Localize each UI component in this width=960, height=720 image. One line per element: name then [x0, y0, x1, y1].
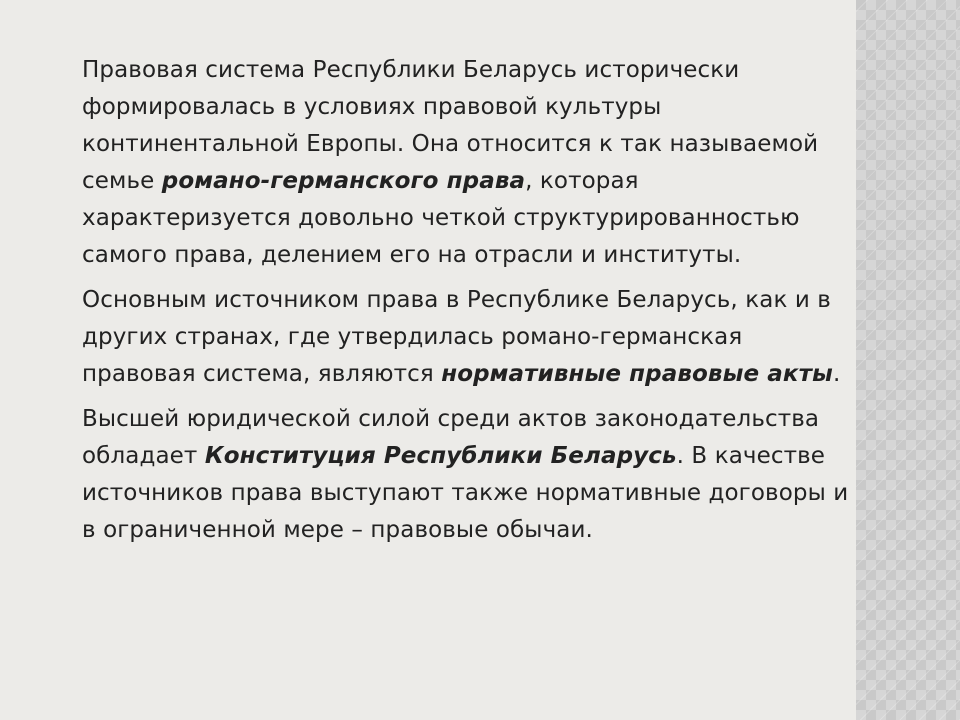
paragraph-3 [82, 401, 852, 549]
paragraph-3-emphasis: Конституция Республики Беларусь [204, 443, 677, 469]
paragraph-3-text-2: . В качестве источников права выступают также нормативные договоры и в ограниченной мере – правовые обычаи. [82, 443, 849, 543]
paragraph-2-text-2: . [832, 361, 841, 387]
paragraph-2-text-1: Основным источником права в Республике Беларусь, как и в других странах, где утвердилась романо-германская правовая система, являются [82, 287, 831, 387]
paragraph-3-text-1: Высшей юридической силой среди актов законодательства обладает [82, 406, 820, 469]
paragraph-2-emphasis: нормативные правовые акты [441, 361, 833, 387]
paragraph-1 [82, 52, 852, 274]
decorative-pattern-strip [856, 0, 960, 720]
paragraph-2 [82, 282, 852, 393]
paragraph-1-emphasis: романо-германского права [161, 168, 526, 194]
paragraph-1-text-1: Правовая система Республики Беларусь исторически формировалась в условиях правовой культуры континентальной Европы. Она относится к так называемой семье [82, 57, 819, 194]
paragraph-1-text-2: , которая характеризуется довольно четкой структурированностью самого права, делением его на отрасли и институты. [82, 168, 800, 268]
slide-body [82, 52, 852, 557]
